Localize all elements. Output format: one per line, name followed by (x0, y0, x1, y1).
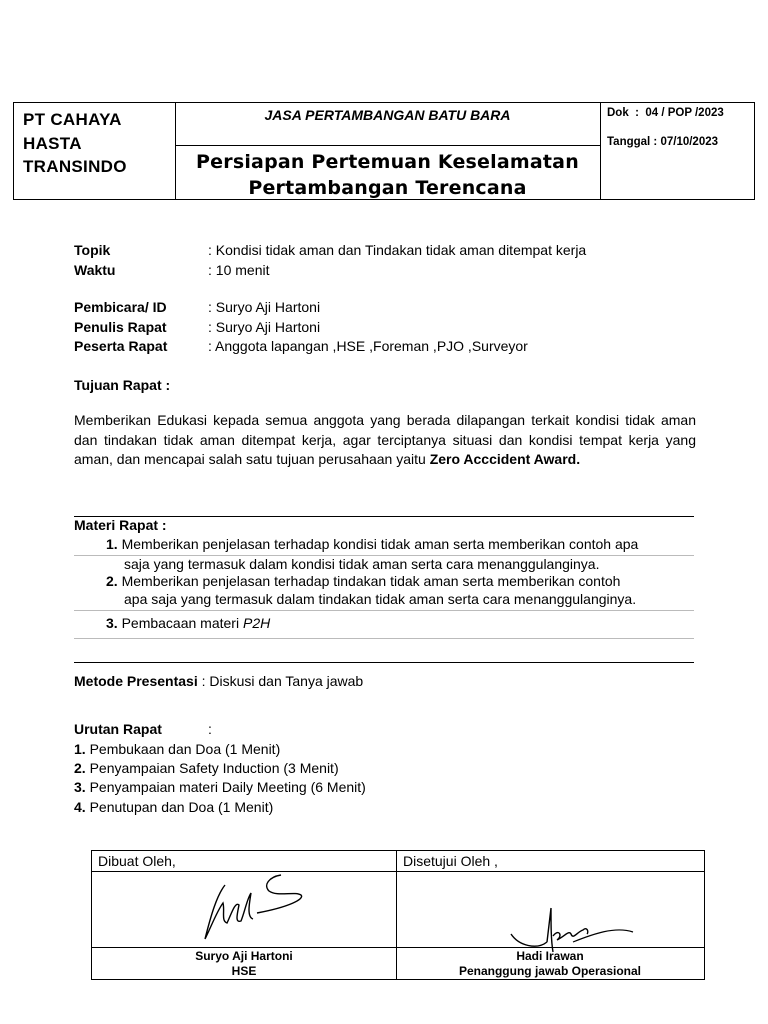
urutan-item-4: 4. Penutupan dan Doa (1 Menit) (74, 799, 274, 815)
urutan-label: Urutan Rapat (74, 721, 162, 737)
metode-line (74, 672, 363, 692)
materi-label: Materi Rapat : (74, 517, 167, 533)
signature-left (197, 871, 327, 947)
urutan-item-1: 1. Pembukaan dan Doa (1 Menit) (74, 741, 281, 757)
materi-item-2: 2. Memberikan penjelasan terhadap tindakan tidak aman serta memberikan contoh (106, 573, 621, 589)
tujuan-label: Tujuan Rapat : (74, 377, 171, 393)
document-header (13, 102, 755, 200)
peserta-value: : Anggota lapangan ,HSE ,Foreman ,PJO ,Surveyor (208, 338, 528, 354)
pembicara-value: : Suryo Aji Hartoni (208, 299, 321, 315)
peserta-label: Peserta Rapat (74, 338, 168, 354)
division-name: JASA PERTAMBANGAN BATU BARA (264, 107, 511, 123)
urutan-item-3: 3. Penyampaian materi Daily Meeting (6 Menit) (74, 779, 366, 795)
section-rule (74, 516, 694, 517)
disetujui-oleh-label: Disetujui Oleh , (403, 853, 498, 869)
dibuat-oleh-label: Dibuat Oleh, (98, 853, 176, 869)
document-date: Tanggal : 07/10/2023 (607, 136, 719, 148)
penulis-label: Penulis Rapat (74, 319, 167, 335)
row-rule (74, 610, 694, 611)
table-divider (92, 871, 704, 872)
urutan-colon: : (208, 721, 212, 737)
page-title: Persiapan Pertemuan Keselamatan Pertambangan Terencana (196, 151, 579, 199)
header-divider (600, 103, 601, 199)
metode-label: Metode Presentasi (74, 673, 198, 689)
document-number: Dok : 04 / POP /2023 (607, 107, 724, 119)
signer-left-role: HSE (231, 964, 257, 978)
metode-value: : Diskusi dan Tanya jawab (197, 673, 364, 689)
tujuan-emphasis: Zero Acccident Award. (429, 451, 581, 467)
waktu-value: : 10 menit (208, 262, 270, 278)
penulis-value: : Suryo Aji Hartoni (208, 319, 321, 335)
header-divider (175, 145, 600, 146)
materi-item-1-cont: saja yang termasuk dalam kondisi tidak aman serta cara menanggulanginya. (124, 556, 600, 572)
signer-left-name: Suryo Aji Hartoni (195, 949, 293, 963)
topik-value: : Kondisi tidak aman dan Tindakan tidak aman ditempat kerja (208, 242, 587, 258)
signer-right-name: Hadi Irawan (516, 949, 584, 963)
urutan-item-2: 2. Penyampaian Safety Induction (3 Menit) (74, 760, 339, 776)
signature-table (91, 850, 705, 980)
topik-label: Topik (74, 242, 111, 258)
tujuan-paragraph: Memberikan Edukasi kepada semua anggota yang berada dilapangan terkait kondisi tidak aman dan tindakan tidak aman ditempat kerja, agar terciptanya situasi dan kondisi tempat kerja yang aman, dan mencapai salah satu tujuan perusahaan yaitu Zero Acccident Award. (74, 412, 696, 467)
section-rule (74, 662, 694, 663)
row-rule (74, 638, 694, 639)
pembicara-label: Pembicara/ ID (74, 299, 167, 315)
materi-item-2-cont: apa saja yang termasuk dalam tindakan tidak aman serta cara menanggulanginya. (124, 591, 637, 607)
materi-item-3: 3. Pembacaan materi P2H (106, 615, 271, 631)
company-name: PT CAHAYA HASTA TRANSINDO (23, 110, 127, 176)
signer-right-role: Penanggung jawab Operasional (458, 964, 642, 978)
materi-item-1: 1. Memberikan penjelasan terhadap kondisi tidak aman serta memberikan contoh apa (106, 536, 639, 552)
signer-left (92, 949, 396, 979)
signer-right (396, 949, 704, 979)
waktu-label: Waktu (74, 262, 116, 278)
